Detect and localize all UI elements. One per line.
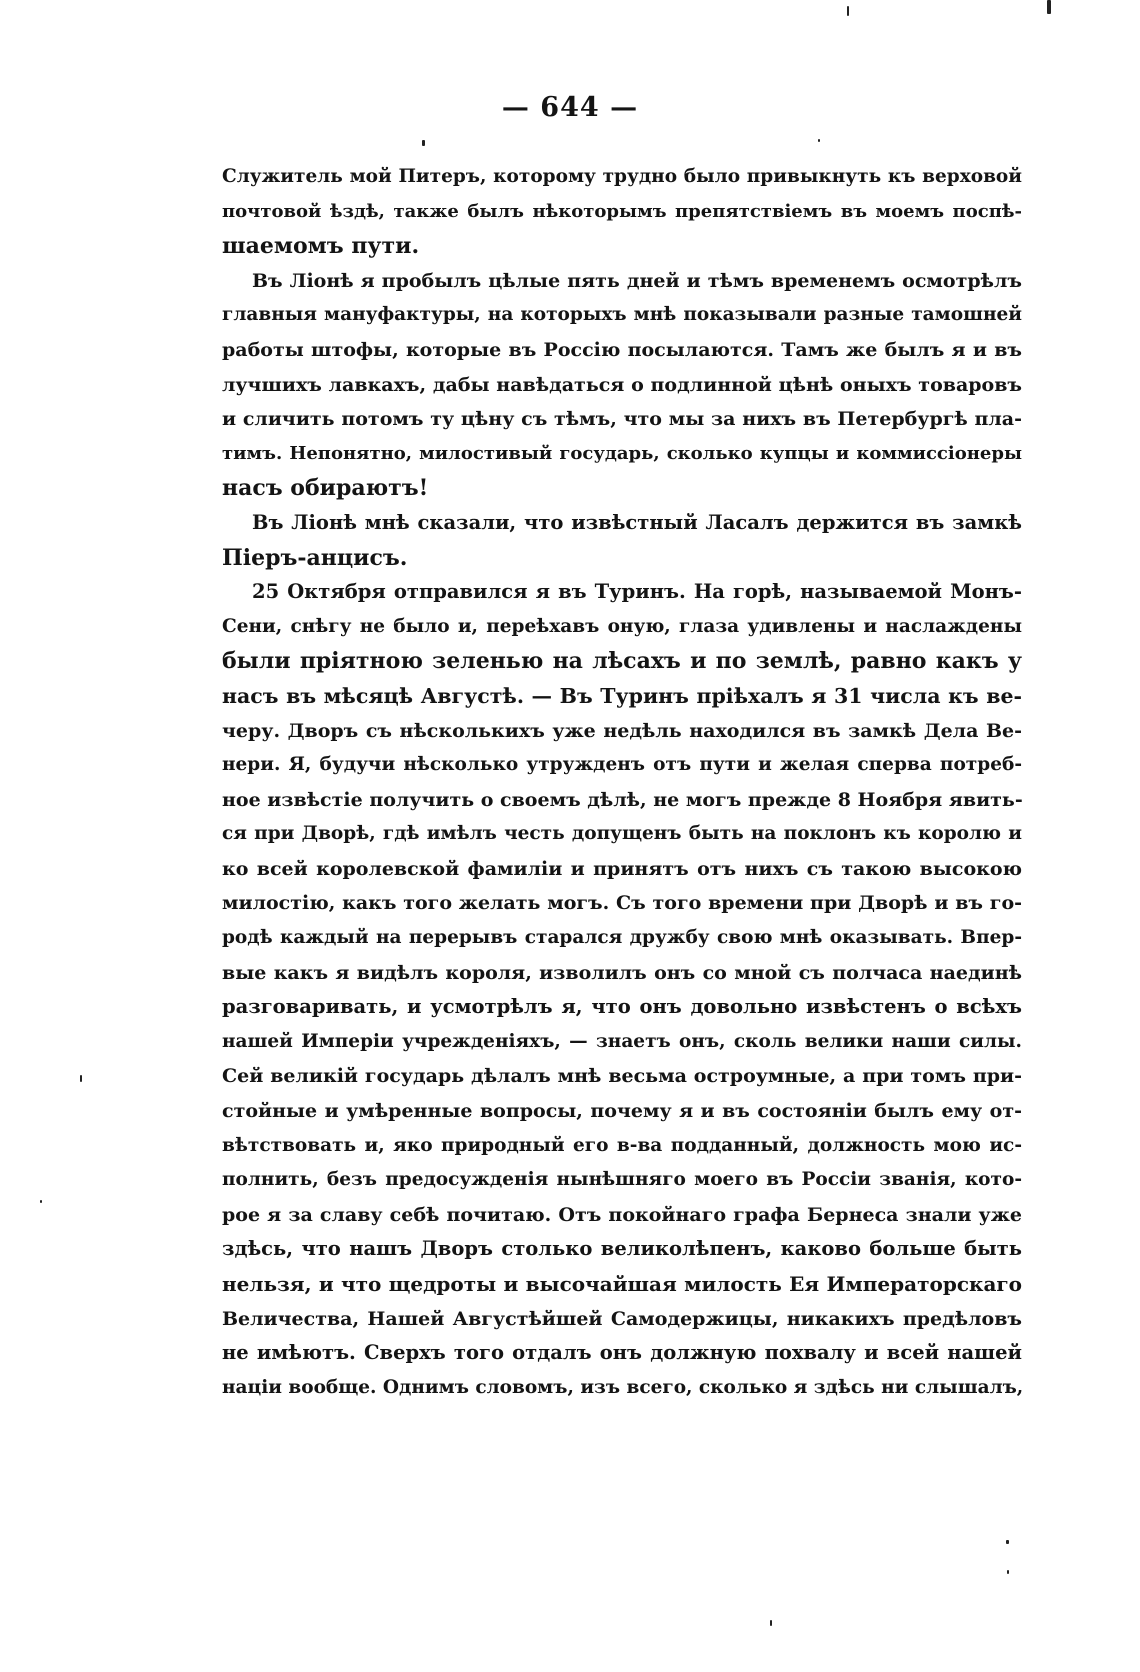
text-line: главныя мануфактуры, на которыхъ мнѣ показывали разные тамошней — [222, 304, 1022, 326]
text-line: 25 Октября отправился я въ Туринъ. На горѣ, называемой Монъ- — [252, 580, 1022, 604]
scan-speck — [422, 140, 425, 146]
text-line: насъ въ мѣсяцѣ Августѣ. — Въ Туринъ пріѣхалъ я 31 числа къ ве- — [222, 683, 1022, 708]
text-line: Въ Ліонѣ мнѣ сказали, что извѣстный Ласалъ держится въ замкѣ — [252, 510, 1022, 534]
text-line: родѣ каждый на перерывъ старался дружбу свою мнѣ оказывать. Впер- — [222, 927, 1022, 949]
text-line: Въ Ліонѣ я пробылъ цѣлые пять дней и тѣмъ временемъ осмотрѣлъ — [252, 269, 1022, 292]
scan-speck — [818, 139, 820, 142]
text-line: лучшихъ лавкахъ, дабы навѣдаться о подлинной цѣнѣ оныхъ товаровъ — [222, 373, 1022, 396]
scan-speck — [1007, 1570, 1009, 1574]
text-line: полнить, безъ предосужденія нынѣшняго моего въ Россіи званія, кото- — [222, 1169, 1022, 1191]
text-line: ное извѣстіе получить о своемъ дѣлѣ, не могъ прежде 8 Ноября явить- — [222, 788, 1023, 811]
text-line: Сей великій государь дѣлалъ мнѣ весьма остроумные, а при томъ при- — [222, 1065, 1022, 1088]
scan-speck — [40, 1200, 42, 1203]
text-line: нельзя, и что щедроты и высочайшая милость Ея Императорскаго — [222, 1272, 1022, 1296]
text-line: Піеръ-анцисъ. — [222, 544, 408, 571]
text-line: работы штофы, которые въ Россію посылаются. Тамъ же былъ я и въ — [222, 338, 1022, 361]
text-line: разговаривать, и усмотрѣлъ я, что онъ довольно извѣстенъ о всѣхъ — [222, 995, 1022, 1019]
text-line: ся при Дворѣ, гдѣ имѣлъ честь допущенъ быть на поклонъ къ королю и — [222, 823, 1022, 845]
scan-speck — [80, 1075, 82, 1082]
text-line: тимъ. Непонятно, милостивый государь, сколько купцы и коммиссіонеры — [222, 442, 1022, 464]
text-line: ко всей королевской фамиліи и принятъ отъ нихъ съ такою высокою — [222, 857, 1022, 880]
text-line: нашей Имперіи учрежденіяхъ, — знаетъ онъ, сколь велики наши силы. — [222, 1030, 1022, 1052]
text-line: и сличить потомъ ту цѣну съ тѣмъ, что мы за нихъ въ Петербургѣ пла- — [222, 408, 1022, 431]
text-line: черу. Дворъ съ нѣсколькихъ уже недѣль находился въ замкѣ Дела Ве- — [222, 719, 1022, 742]
scan-speck — [1047, 0, 1051, 14]
text-line: милостію, какъ того желать могъ. Съ того времени при Дворѣ и въ го- — [222, 892, 1022, 915]
text-line: насъ обираютъ! — [222, 475, 429, 502]
text-line: рое я за славу себѣ почитаю. Отъ покойнаго графа Бернеса знали уже — [222, 1203, 1022, 1226]
text-line: были пріятною зеленью на лѣсахъ и по землѣ, равно какъ у — [222, 648, 1022, 675]
text-line: шаемомъ пути. — [222, 233, 420, 260]
scan-speck — [847, 6, 849, 16]
text-line: не имѣютъ. Сверхъ того отдалъ онъ должную похвалу и всей нашей — [222, 1341, 1022, 1365]
text-line: стойные и умѣренные вопросы, почему я и въ состояніи былъ ему от- — [222, 1100, 1022, 1123]
text-line: вые какъ я видѣлъ короля, изволилъ онъ со мной съ полчаса наединѣ — [222, 961, 1022, 984]
scan-speck — [770, 1620, 772, 1626]
scan-speck — [1006, 1540, 1009, 1544]
text-line: націи вообще. Однимъ словомъ, изъ всего, сколько я здѣсь ни слышалъ, — [222, 1376, 1024, 1398]
text-line: почтовой ѣздѣ, также былъ нѣкоторымъ препятствіемъ въ моемъ поспѣ- — [222, 200, 1022, 222]
page-number: — 644 — — [501, 92, 639, 123]
text-line: здѣсь, что нашъ Дворъ столько великолѣпенъ, каково больше быть — [222, 1237, 1022, 1261]
body-text — [222, 160, 1022, 1405]
text-line: Сени, снѣгу не было и, переѣхавъ оную, глаза удивлены и наслаждены — [222, 615, 1022, 637]
text-line: Служитель мой Питеръ, которому трудно было привыкнуть къ верховой — [222, 166, 1022, 187]
text-line: вѣтствовать и, яко природный его в-ва подданный, должность мою ис- — [222, 1134, 1022, 1156]
text-line: Величества, Нашей Августѣйшей Самодержицы, никакихъ предѣловъ — [222, 1307, 1022, 1330]
text-line: нери. Я, будучи нѣсколько утружденъ отъ пути и желая сперва потреб- — [222, 754, 1022, 776]
